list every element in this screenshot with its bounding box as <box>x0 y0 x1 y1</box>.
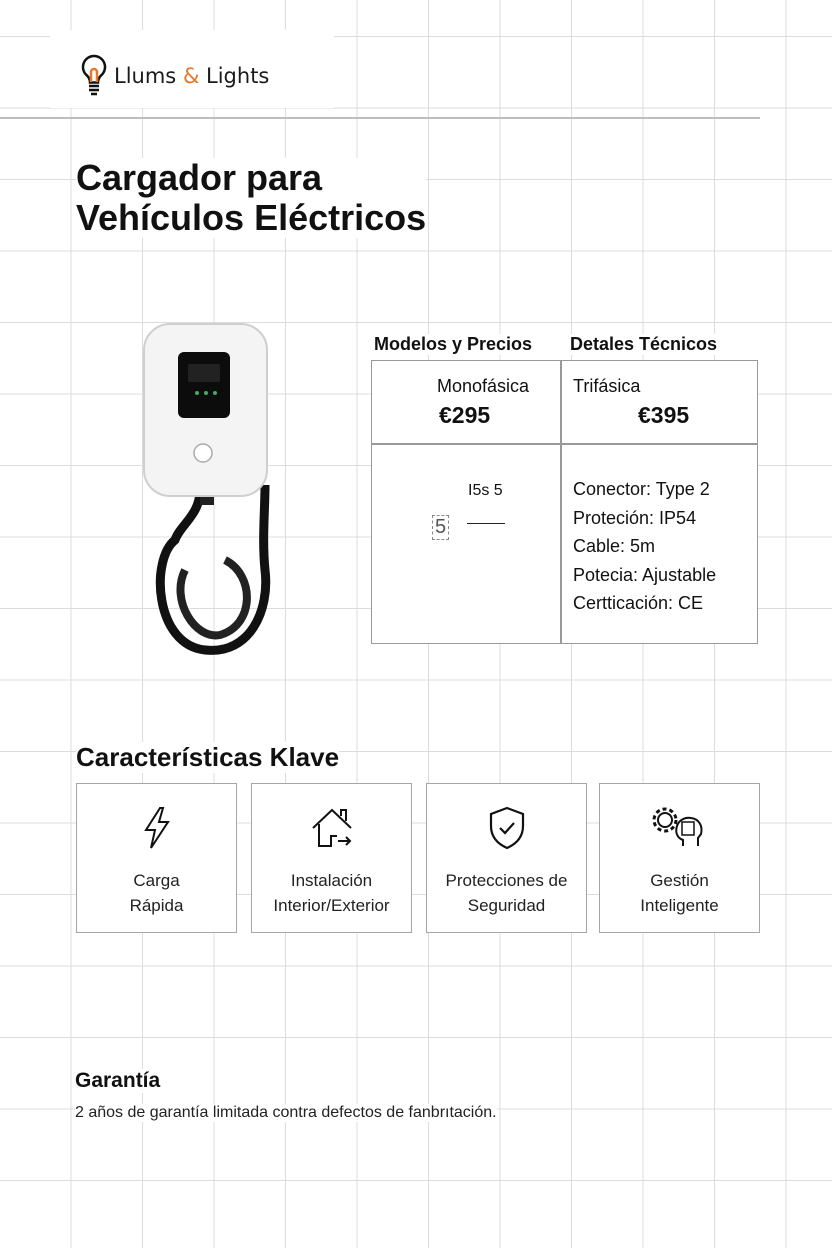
feature-card-fast-charge <box>76 783 237 933</box>
technical-details-header: Detales Técnicos <box>570 334 718 354</box>
ev-charger-image <box>140 320 275 665</box>
feature-label: Rápida <box>129 896 184 915</box>
header-divider <box>0 117 760 119</box>
feature-label: Carga <box>133 871 180 890</box>
feature-card-installation <box>251 783 412 933</box>
models-prices-header: Modelos y Precios <box>374 334 533 354</box>
title-line-1: Cargador para <box>76 157 323 198</box>
specs-list <box>573 475 716 618</box>
brand-ampersand: & <box>182 64 200 88</box>
feature-label: Seguridad <box>467 896 546 915</box>
feature-label: Inteligente <box>640 896 719 915</box>
model-name: Monofásica <box>437 376 530 396</box>
models-specs-table <box>371 360 758 644</box>
feature-label: Protecciones de <box>445 871 568 890</box>
lightning-icon <box>142 806 172 850</box>
house-icon <box>310 806 354 850</box>
model-name: Trifásica <box>573 376 641 396</box>
spec-item: Conector: Type 2 <box>573 479 710 499</box>
spec-item: Potecia: Ajustable <box>573 564 717 585</box>
arrow-icon <box>467 523 505 524</box>
brand-logo[interactable] <box>80 54 269 98</box>
diagram-glyph: 5 <box>432 515 449 540</box>
features-title: Características Klave <box>76 742 340 772</box>
model-price: €395 <box>638 402 690 428</box>
spec-item: Cable: 5m <box>573 536 656 556</box>
feature-card-smart-management <box>599 783 760 933</box>
gear-brain-icon <box>651 806 709 850</box>
lightbulb-icon <box>80 54 108 98</box>
brand-name: Llums <box>114 64 177 88</box>
diagram-label: I5s 5 <box>468 482 503 499</box>
feature-card-security <box>426 783 587 933</box>
feature-label: Instalación <box>290 871 373 890</box>
table-divider-horizontal <box>372 443 757 445</box>
warranty-title: Garantía <box>75 1069 161 1092</box>
shield-check-icon <box>487 806 527 850</box>
warranty-text: 2 años de garantía limitada contra defectos de fanbrıtación. <box>75 1104 497 1121</box>
title-line-2: Vehículos Eléctricos <box>76 197 427 238</box>
spec-item: Proteción: IP54 <box>573 507 697 528</box>
model-price: €295 <box>439 402 491 428</box>
feature-label: Interior/Exterior <box>273 896 390 915</box>
spec-item: Certticación: CE <box>573 593 704 613</box>
feature-label: Gestión <box>650 871 709 890</box>
brand-name-2: Lights <box>206 64 270 88</box>
table-divider-vertical <box>560 361 562 643</box>
page-title <box>76 158 426 238</box>
